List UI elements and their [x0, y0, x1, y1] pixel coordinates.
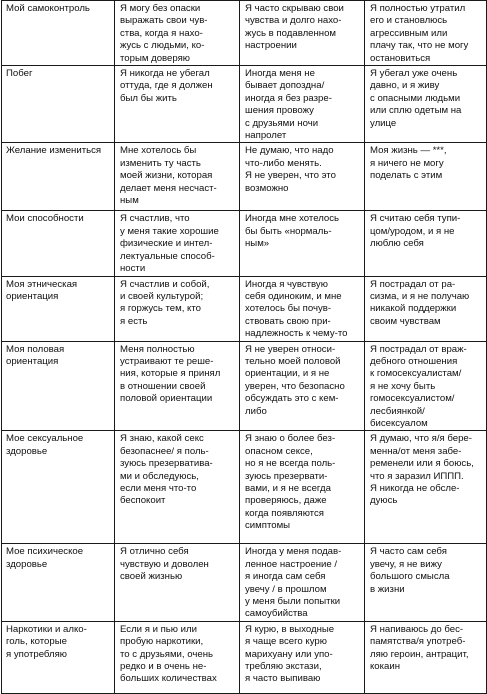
cell-text-line: Я напиваюсь до бес-: [370, 623, 464, 635]
cell-text-line: Я пострадал от враж-: [370, 343, 467, 355]
cell-text-line: устраивают те реше-: [120, 355, 214, 367]
cell-text-line: симптомы: [245, 520, 291, 532]
cell-text-line: с опасными людьми: [370, 92, 461, 104]
cell-text-line: тельно моей половой: [245, 355, 341, 367]
risk-cell: [365, 1, 487, 66]
cell-text-line: выражать свои чув-: [120, 15, 208, 27]
cell-text-line: ориентация: [6, 290, 59, 302]
positive-cell: [115, 276, 240, 341]
cell-text-line: жусь в подавленном: [245, 27, 337, 39]
cell-text-line: жусь с людьми, ко-: [120, 40, 205, 52]
cell-text-line: давно, и я живу: [370, 80, 440, 92]
cell-text-line: оттуда, где я должен: [120, 80, 213, 92]
table-row: [2, 66, 487, 143]
positive-cell: [115, 211, 240, 276]
cell-text-line: ства, когда я нахо-: [120, 27, 203, 39]
table-row: [2, 341, 487, 431]
cell-text-line: своим чувствам: [370, 315, 441, 327]
cell-text-line: моей жизни, которая: [120, 170, 213, 182]
moderate-cell: [240, 276, 365, 341]
cell-text-line: менна/от меня забе-: [370, 445, 462, 457]
cell-text-line: я иногда сам себя: [245, 571, 326, 583]
table-row: [2, 1, 487, 66]
positive-cell: [115, 621, 240, 693]
cell-text-line: Я счастлив и собой,: [120, 278, 210, 290]
cell-text-line: увечу, я не вижу: [370, 558, 442, 570]
cell-text-line: опасном сексе,: [245, 445, 313, 457]
cell-text-line: ленное настроение /: [245, 558, 338, 570]
category-cell: [2, 211, 115, 276]
cell-text-line: напролет: [245, 130, 287, 142]
cell-text-line: что-либо менять.: [245, 157, 322, 169]
positive-cell: [115, 341, 240, 431]
cell-text-line: в жизни: [370, 583, 405, 595]
cell-text-line: обсуждать это с кем-: [245, 393, 339, 405]
cell-text-line: увечу / в прошлом: [245, 583, 327, 595]
cell-text-line: ременели или я боюсь,: [370, 458, 474, 470]
positive-cell: [115, 1, 240, 66]
cell-text-line: и своей культурой;: [120, 290, 204, 302]
cell-text-line: ориентация: [6, 355, 59, 367]
category-cell: [2, 276, 115, 341]
cell-text-line: остановиться: [370, 52, 431, 64]
cell-text-line: лектуальные способ-: [120, 250, 215, 262]
cell-text-line: дебного отношения: [370, 355, 458, 367]
table-row: [2, 143, 487, 211]
cell-text-line: Я никогда не убегал: [120, 68, 210, 80]
cell-text-line: у меня такие хорошие: [120, 225, 219, 237]
cell-text-line: я часто выпиваю: [245, 673, 321, 685]
category-cell: [2, 341, 115, 431]
cell-text-line: бывает допоздна/: [245, 80, 325, 92]
table-row: [2, 276, 487, 341]
cell-text-line: проверяюсь, даже: [245, 495, 327, 507]
cell-text-line: с друзьями ночи: [245, 117, 319, 129]
cell-text-line: Мое психическое: [6, 546, 84, 558]
cell-text-line: чувства и долго нахо-: [245, 15, 342, 27]
cell-text-line: был бы жить: [120, 92, 177, 104]
cell-text-line: самоубийства: [245, 608, 308, 620]
cell-text-line: или сплю одетым на: [370, 105, 462, 117]
risk-cell: [365, 143, 487, 211]
cell-text-line: Я счастлив, что: [120, 213, 190, 225]
cell-text-line: но я не всегда поль-: [245, 458, 336, 470]
moderate-cell: [240, 211, 365, 276]
cell-text-line: поделать с этим: [370, 170, 443, 182]
cell-text-line: Иногда у меня подав-: [245, 546, 342, 558]
positive-cell: [115, 143, 240, 211]
moderate-cell: [240, 143, 365, 211]
cell-text-line: у меня были попытки: [245, 596, 341, 607]
cell-text-line: большого смысла: [370, 571, 450, 583]
cell-text-line: я есть: [120, 315, 148, 327]
category-cell: [2, 66, 115, 143]
cell-text-line: улице: [370, 117, 397, 129]
cell-text-line: ми и обследуюсь,: [120, 470, 199, 482]
cell-text-line: Я считаю себя тупи-: [370, 213, 461, 225]
cell-text-line: Побег: [6, 68, 33, 80]
cell-text-line: в отношении своей: [120, 380, 206, 392]
cell-text-line: пробую наркотики,: [120, 636, 204, 648]
cell-text-line: Я знаю о более без-: [245, 433, 336, 445]
cell-text-line: ствовать свою при-: [245, 315, 331, 327]
risk-cell: [365, 211, 487, 276]
cell-text-line: Я никогда не обсле-: [370, 483, 460, 494]
table-row: [2, 431, 487, 544]
cell-text-line: Желание измениться: [6, 145, 102, 157]
cell-text-line: лесбиянкой/: [370, 405, 425, 417]
cell-text-line: ности: [120, 263, 146, 275]
cell-text-line: Иногда мне хотелось: [245, 213, 340, 225]
cell-text-line: здоровье: [6, 445, 48, 457]
cell-text-line: бисексуалом: [370, 417, 428, 429]
cell-text-line: я ничего не могу: [370, 157, 444, 169]
cell-text-line: торым доверяю: [120, 52, 190, 64]
cell-text-line: Наркотики и алко-: [6, 623, 87, 635]
moderate-cell: [240, 544, 365, 621]
moderate-cell: [240, 341, 365, 431]
cell-text-line: никакой поддержки: [370, 303, 457, 315]
table-row: [2, 621, 487, 693]
cell-text-line: вами, и я не всегда: [245, 483, 331, 494]
cell-text-line: люблю себя: [370, 238, 424, 250]
cell-text-line: Мне хотелось бы: [120, 145, 197, 157]
cell-text-line: я не хочу быть: [370, 380, 436, 392]
cell-text-line: чувствую и доволен: [120, 558, 209, 570]
cell-text-line: Моя этническая: [6, 278, 78, 290]
positive-cell: [115, 66, 240, 143]
risk-cell: [365, 544, 487, 621]
cell-text-line: я чаще всего курю: [245, 636, 327, 648]
cell-text-line: что я заразил ИППП.: [370, 470, 464, 482]
positive-cell: [115, 431, 240, 544]
risk-cell: [365, 276, 487, 341]
cell-text-line: голь, которые: [6, 636, 67, 648]
cell-text-line: плачу так, что не могу: [370, 40, 469, 52]
cell-text-line: Мой самоконтроль: [6, 3, 90, 14]
moderate-cell: [240, 621, 365, 693]
cell-text-line: физические и интел-: [120, 238, 213, 250]
cell-text-line: Я знаю, какой секс: [120, 433, 204, 445]
cell-text-line: Моя жизнь — ***,: [370, 145, 447, 157]
category-cell: [2, 544, 115, 621]
cell-text-line: ориентации, и я не: [245, 368, 330, 380]
cell-text-line: либо: [245, 405, 267, 417]
risk-cell: [365, 431, 487, 544]
cell-text-line: шения провожу: [245, 105, 314, 117]
moderate-cell: [240, 431, 365, 544]
cell-text-line: марихуану или упо-: [245, 648, 333, 660]
cell-text-line: своей жизнью: [120, 571, 183, 583]
table-row: [2, 211, 487, 276]
moderate-cell: [240, 1, 365, 66]
cell-text-line: Мои способности: [6, 213, 84, 225]
cell-text-line: Я полностью утратил: [370, 3, 466, 14]
cell-text-line: половой ориентации: [120, 393, 213, 405]
category-cell: [2, 621, 115, 693]
cell-text-line: к гомосексуалистам/: [370, 368, 462, 380]
cell-text-line: редко и в очень не-: [120, 661, 207, 673]
cell-text-line: Я часто скрываю свои: [245, 3, 344, 14]
cell-text-line: кокаин: [370, 661, 401, 673]
cell-text-line: беспокоит: [120, 495, 166, 507]
cell-text-line: если меня что-то: [120, 483, 197, 494]
cell-text-line: ным»: [245, 238, 270, 250]
cell-text-line: Иногда меня не: [245, 68, 315, 80]
cell-text-line: то с друзьями, очень: [120, 648, 214, 660]
cell-text-line: ным: [120, 195, 139, 207]
cell-text-line: Я часто сам себя: [370, 546, 447, 558]
table-row: [2, 544, 487, 621]
cell-text-line: себя одиноким, и мне: [245, 290, 342, 302]
cell-text-line: уверен, что безопасно: [245, 380, 345, 392]
cell-text-line: его и становлюсь: [370, 15, 448, 27]
category-cell: [2, 143, 115, 211]
cell-text-line: Не думаю, что надо: [245, 145, 334, 157]
cell-text-line: требляю экстази,: [245, 661, 322, 673]
cell-text-line: памятства/я употреб-: [370, 636, 466, 648]
cell-text-line: ния, которые я принял: [120, 368, 221, 380]
cell-text-line: Если я и пью или: [120, 623, 197, 635]
cell-text-line: Я думаю, что я/я бере-: [370, 433, 472, 445]
cell-text-line: агрессивным или: [370, 27, 448, 39]
cell-text-line: зуюсь презерватива-: [120, 458, 213, 470]
cell-text-line: Я не уверен, что это: [245, 170, 336, 182]
cell-text-line: я горжусь тем, кто: [120, 303, 201, 315]
cell-text-line: больших количествах: [120, 673, 217, 685]
cell-text-line: Мое сексуальное: [6, 433, 84, 445]
cell-text-line: делает меня несчаст-: [120, 182, 217, 194]
risk-cell: [365, 341, 487, 431]
moderate-cell: [240, 66, 365, 143]
cell-text-line: безопаснее/ я поль-: [120, 445, 209, 457]
cell-text-line: Меня полностью: [120, 343, 195, 355]
cell-text-line: возможно: [245, 182, 289, 194]
cell-text-line: сизма, и я не получаю: [370, 290, 470, 302]
cell-text-line: бы быть «нормаль-: [245, 225, 332, 237]
risk-cell: [365, 66, 487, 143]
cell-text-line: Моя половая: [6, 343, 65, 355]
cell-text-line: зуюсь презервати-: [245, 470, 328, 482]
cell-text-line: Я курю, в выходные: [245, 623, 335, 635]
cell-text-line: Я убегал уже очень: [370, 68, 458, 80]
cell-text-line: ляю героин, антрацит,: [370, 648, 469, 660]
cell-text-line: надлежность к чему-то: [245, 328, 348, 340]
cell-text-line: когда появляются: [245, 507, 324, 519]
cell-text-line: Я могу без опаски: [120, 3, 201, 14]
cell-text-line: иногда я без разре-: [245, 92, 332, 104]
cell-text-line: изменить ту часть: [120, 157, 201, 169]
cell-text-line: настроении: [245, 40, 297, 52]
positive-cell: [115, 544, 240, 621]
risk-cell: [365, 621, 487, 693]
self-assessment-table: [1, 0, 487, 694]
cell-text-line: здоровье: [6, 558, 48, 570]
cell-text-line: Я не уверен относи-: [245, 343, 336, 355]
cell-text-line: я употребляю: [6, 648, 67, 660]
cell-text-line: цом/уродом, и я не: [370, 225, 455, 237]
cell-text-line: Я отлично себя: [120, 546, 189, 558]
cell-text-line: гомосексуалистом/: [370, 393, 455, 405]
category-cell: [2, 1, 115, 66]
cell-text-line: Иногда я чувствую: [245, 278, 328, 290]
cell-text-line: Я пострадал от ра-: [370, 278, 456, 290]
cell-text-line: хотелось бы почув-: [245, 303, 332, 315]
cell-text-line: дуюсь: [370, 495, 398, 507]
category-cell: [2, 431, 115, 544]
